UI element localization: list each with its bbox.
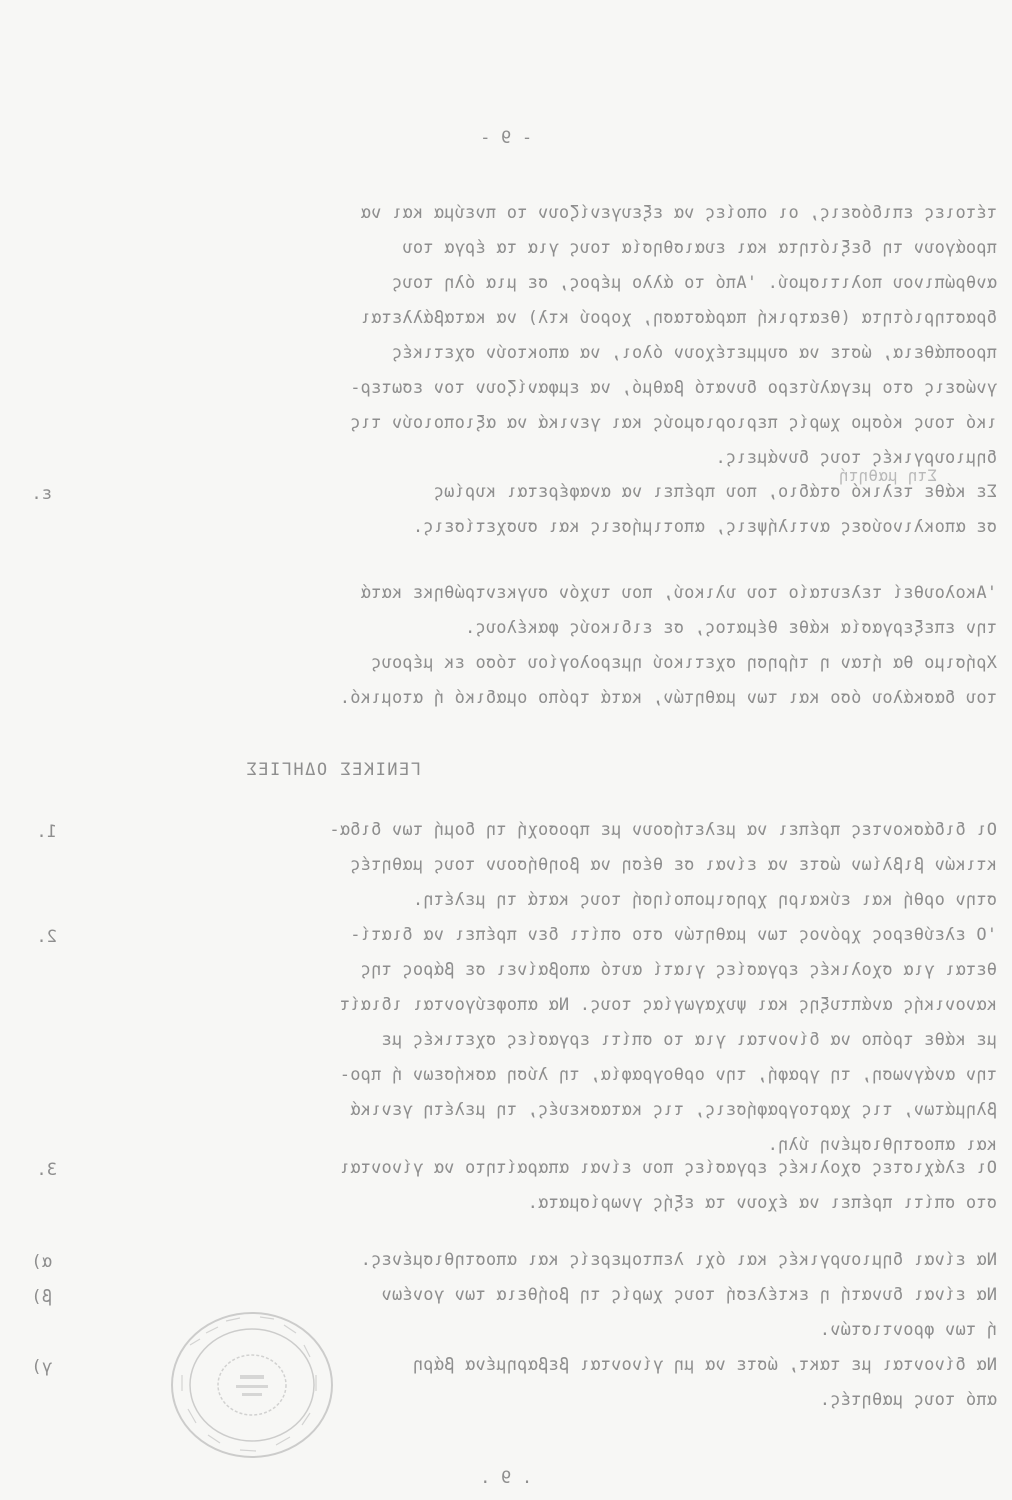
section-heading: ΓΕΝΙΚΕΣ ΟΔΗΓΙΕΣ [245, 760, 422, 780]
paragraph-1-line-8: δημιουργικές τους δυνάμεις. [715, 448, 997, 468]
item-2-line-7: και αποστηθισμένη ύλη. [767, 1135, 997, 1155]
item-1-line-2: κτικών βιβλίων ώστε να είναι σε θέση να βοηθήσουν τους μαθητές [350, 855, 997, 875]
item-e-line-1: Σε κάθε τελικό στάδιο, που πρέπει να αναφέρεται κυρίως [433, 482, 997, 502]
item-3-line-1: Οι ελάχιστες σχολικές εργασίες που είναι απαραίτητο να γίνονται [339, 1158, 997, 1178]
paragraph-2-line-1: 'Ακολουθεί τελευταίο του υλικού, που τυχόν συγκεντρώθηκε κατά [360, 583, 997, 603]
sub-item-a-line-1: Να είναι δημιουργικές και όχι λεπτομερείς και αποστηθισμένες. [360, 1250, 997, 1270]
paragraph-1-line-7: ικό τους κόσμο χωρίς περιορισμούς και γενικά να αξιοποιούν τις [350, 413, 997, 433]
paragraph-1-line-1: τέτοιες επιδόσεις, οι οποίες να εξευγενίζουν το πνεύμα και να [360, 203, 997, 223]
sub-item-c-line-1: Να δίνονται με τακτ, ώστε να μη γίνονται βεβαρημένα βάρη [412, 1355, 997, 1375]
sub-item-a-marker: α) [31, 1252, 52, 1272]
page-number-top: - 9 - [479, 128, 533, 148]
sub-item-b-line-2: ή των φροντιστών. [819, 1320, 997, 1340]
item-3-line-2: στο σπίτι πρέπει να έχουν τα εξής γνωρίσματα. [527, 1193, 997, 1213]
item-2-line-2: θεται για σχολικές εργασίες γιατί αυτό αποβαίνει σε βάρος της [360, 960, 997, 980]
item-2-line-4: με κάθε τρόπο να δίνονται για το σπίτι εργασίες σχετικές με [381, 1030, 997, 1050]
paragraph-3-line-2: του δασκάλου όσο και των μαθητών, κατά τρόπο ομαδικό ή ατομικό. [339, 688, 997, 708]
item-1-line-3: στην ορθή και εύκαιρη χρησιμοποίησή τους κατά τη μελέτη. [412, 890, 997, 910]
item-2-line-5: την ανάγνωση, τη γραφή, την ορθογραφία, τη λύση ασκήσεων ή προ- [339, 1065, 997, 1085]
item-1-marker: 1. [36, 822, 57, 842]
paragraph-1-line-5: προσπάθεια, ώστε να συμμετέχουν όλοι, να αποκτούν σχετικές [391, 343, 997, 363]
item-2-line-6: βλημάτων, τις χαρτογραφήσεις, τις κατασκευές, τη μελέτη γενικά [350, 1100, 997, 1120]
sub-item-c-line-2: από τους μαθητές. [819, 1390, 997, 1410]
item-e-faint-text: Στη μαθητή [838, 466, 937, 485]
paragraph-2-line-2: την επεξεργασία κάθε θέματος, σε ειδικούς φακέλους. [464, 618, 997, 638]
page-number-bottom: . 9 . [479, 1468, 533, 1488]
paragraph-1-line-4: δραστηριότητα (θεατρική παράσταση, χορού κτλ) να καταβάλλεται [360, 308, 997, 328]
paragraph-3-line-1: Χρήσιμο θα ήταν η τήρηση σχετικού ημερολογίου τόσο εκ μέρους [370, 653, 997, 673]
paragraph-1-line-6: γνώσεις στο μεγαλύτερο δυνατό βαθμό, να εμφανίζουν τον εσωτερ- [350, 378, 997, 398]
item-2-marker: 2. [36, 927, 57, 947]
item-2-line-1: 'Ο ελεύθερος χρόνος των μαθητών στο σπίτι δεν πρέπει να διατί- [350, 925, 997, 945]
sub-item-b-line-1: Να είναι δυνατή η εκτέλεσή τους χωρίς τη βοήθεια των γονέων [381, 1285, 997, 1305]
item-e-marker: ε. [31, 484, 52, 504]
paragraph-1-line-2: προάγουν τη δεξιότητα και ευαισθησία τους για τα έργα του [402, 238, 997, 258]
stamp-seal-icon [160, 1305, 340, 1465]
item-3-marker: 3. [36, 1160, 57, 1180]
sub-item-c-marker: γ) [31, 1357, 52, 1377]
item-2-line-3: κανονικής ανάπτυξης και ψυχαγωγίας τους. Να αποφεύγονται ιδιαίτ [339, 995, 997, 1015]
sub-item-b-marker: β) [31, 1287, 52, 1307]
item-e-line-2: σε αποκλινούσες αντιλήψεις, αποτιμήσεις και συσχετίσεις. [412, 517, 997, 537]
item-1-line-1: Οι διδάσκοντες πρέπει να μελετήσουν με προσοχή τη δομή των διδα- [329, 820, 997, 840]
paragraph-1-line-3: ανθρώπινου πολιτισμού. 'Από το άλλο μέρος, σε μια όλη τους [391, 273, 997, 293]
rubber-stamp [160, 1305, 340, 1465]
